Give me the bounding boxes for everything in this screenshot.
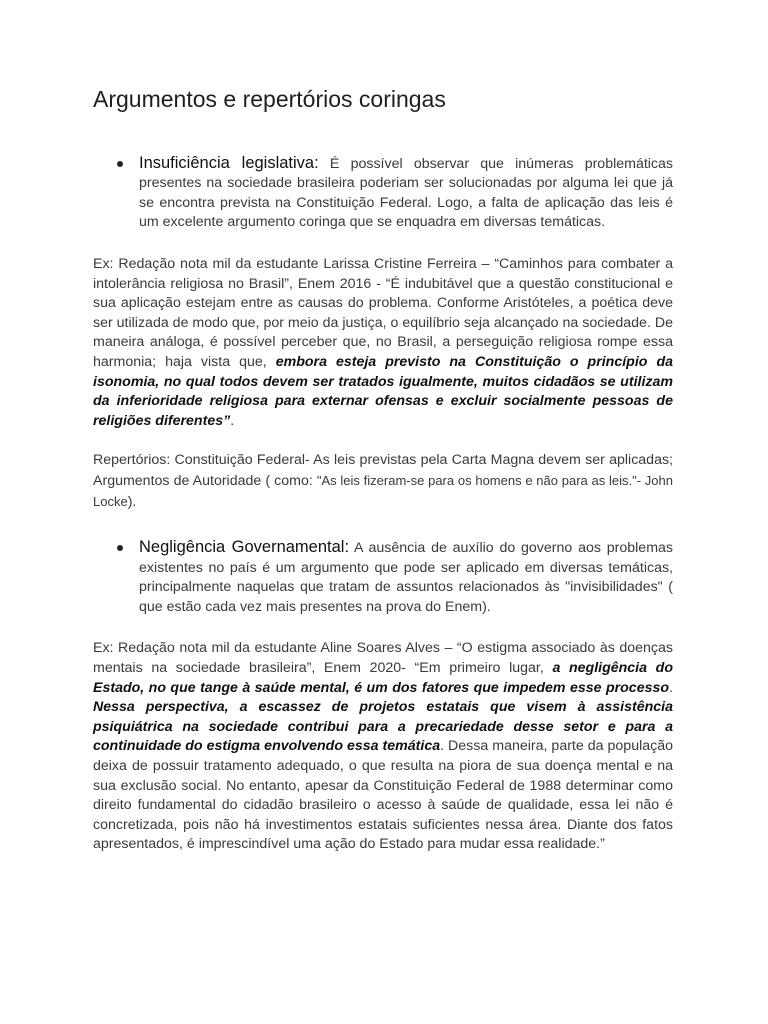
bullet-text <box>139 154 673 233</box>
example-end: . Dessa maneira, parte da população deixa de possuir tratamento adequado, o que resulta na piora de sua doença mental e na sua exclusão social. No entanto, apesar da Constituição Federal de 1988 determinar como direito fundamental do cidadão brasileiro o acesso à saúde de qualidade, essa lei não é concretizada, pois não há investimentos estatais suficientes nessa área. Diante dos fatos apresentados, é imprescindível uma ação do Estado para mudar essa realidade.” <box>93 738 673 853</box>
bullet-dot-icon <box>117 545 123 551</box>
bullet-text <box>139 538 673 617</box>
bullet-heading: Negligência Governamental: <box>139 538 350 557</box>
bullet-insuficiencia-legislativa <box>93 154 673 233</box>
example-text: Ex: Redação nota mil da estudante Aline Soares Alves – “O estigma associado às doenças mentais na sociedade brasileira”, Enem 2020- “Em primeiro lugar, <box>93 640 673 677</box>
bullet-heading: Insuficiência legislativa: <box>139 153 319 172</box>
document-page <box>93 86 673 875</box>
example-mid: . <box>669 679 673 696</box>
repertorios-paragraph <box>93 451 673 512</box>
repertorios-quote: "As leis fizeram-se para os homens e não para as leis."- John Locke <box>93 472 673 509</box>
repertorios-end: ). <box>127 493 137 510</box>
example-bold-text-1: a negligência do Estado, no que tange à saúde mental, é um dos fatores que impedem esse processo <box>93 660 673 696</box>
example-bold-text-2: Nessa perspectiva, a escassez de projetos estatais que visem à assistência psiquiátrica na sociedade contribui para a precariedade desse setor e para a continuidade do estigma envolvendo essa temática <box>93 699 673 755</box>
example-bold-text: embora esteja previsto na Constituição o princípio da isonomia, no qual todos devem ser tratados igualmente, muitos cidadãos se utilizam da inferioridade religiosa para externar ofensas e excluir socialmente pessoas de religiões diferentes” <box>93 353 674 429</box>
bullet-negligencia-governamental <box>93 538 673 617</box>
example-paragraph-2 <box>93 639 673 855</box>
page-title: Argumentos e repertórios coringas <box>93 86 446 112</box>
repertorios-text: Repertórios: Constituição Federal- As leis previstas pela Carta Magna devem ser aplicadas; Argumentos de Autoridade ( como: <box>93 452 673 489</box>
bullet-body: É possível observar que inúmeras problemáticas presentes na sociedade brasileira poderiam ser solucionadas por alguma lei que já se encontra prevista na Constituição Federal. Logo, a falta de aplicação das leis é um excelente argumento coringa que se enquadra em diversas temáticas. <box>139 155 674 231</box>
bullet-dot-icon <box>117 161 123 167</box>
example-text: Ex: Redação nota mil da estudante Larissa Cristine Ferreira – “Caminhos para combater a intolerância religiosa no Brasil”, Enem 2016 - “É indubitável que a questão constitucional e sua aplicação estejam entre as causas do problema. Conforme Aristóteles, a poética deve ser utilizada de modo que, por meio da justiça, o equilíbrio seja alcançado na sociedade. De maneira análoga, é possível perceber que, no Brasil, a perseguição religiosa rompe essa harmonia; haja vista que, <box>93 255 673 370</box>
example-paragraph-1 <box>93 255 673 431</box>
example-end: . <box>230 412 235 429</box>
bullet-body: A ausência de auxílio do governo aos problemas existentes no país é um argumento que pode ser aplicado em diversas temáticas, principalmente naquelas que tratam de assuntos relacionados às "invisibilidades" ( que estão cada vez mais presentes na prova do Enem). <box>139 540 673 615</box>
